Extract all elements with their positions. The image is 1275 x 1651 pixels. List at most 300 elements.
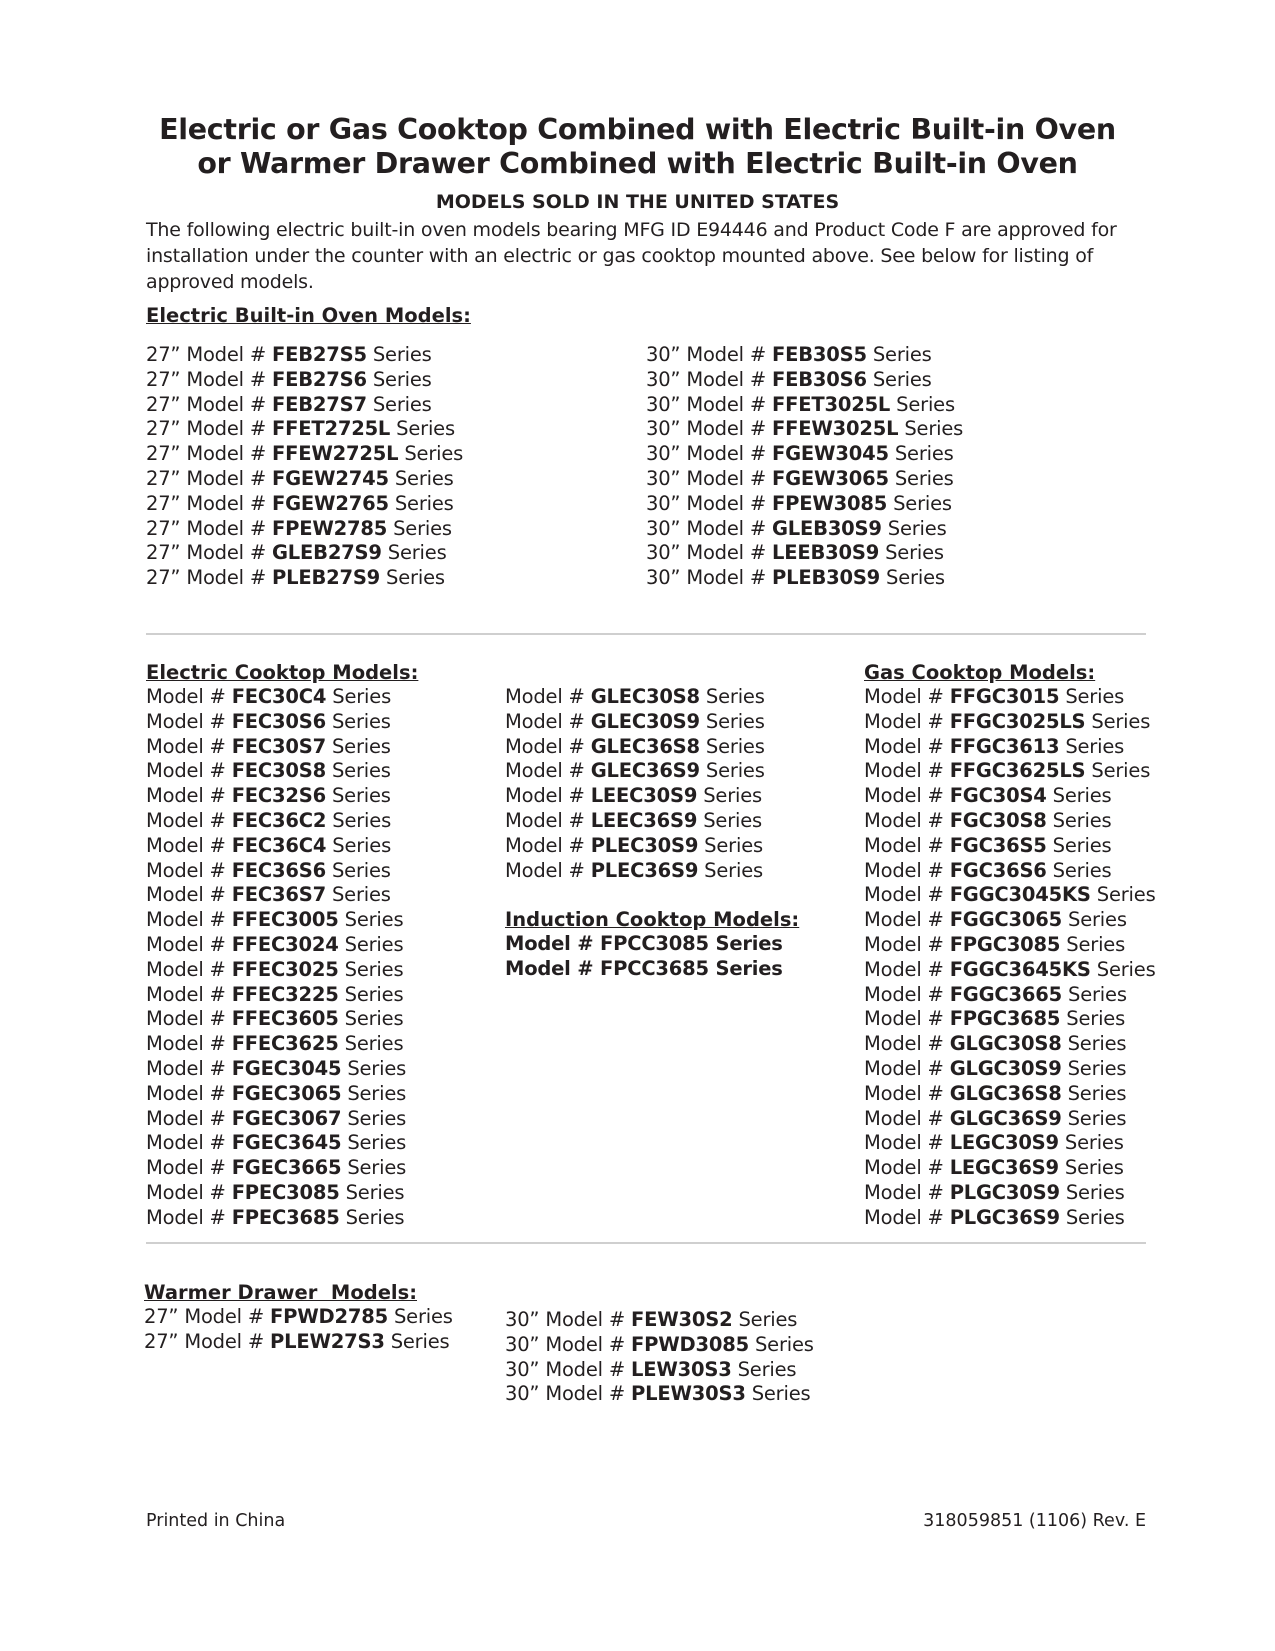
model-prefix: 30” Model # <box>646 392 772 416</box>
model-number: FFET2725L <box>272 417 391 441</box>
model-list-item <box>646 541 963 566</box>
model-suffix: Series <box>699 685 765 708</box>
model-number: LEEC36S9 <box>590 808 698 832</box>
model-list-item <box>864 784 1156 809</box>
model-list-item <box>146 1107 406 1132</box>
model-list-item <box>864 983 1156 1008</box>
model-list-item <box>146 735 406 760</box>
model-suffix: Series <box>1061 1056 1127 1080</box>
model-prefix: Model # <box>864 908 950 932</box>
model-prefix: 27” Model # <box>144 1329 270 1353</box>
model-list-item <box>146 517 463 542</box>
model-list-item <box>146 809 406 834</box>
model-suffix: Series <box>880 566 945 590</box>
model-number: FGGC3665 <box>949 982 1063 1006</box>
model-number: GLEB27S9 <box>272 541 382 565</box>
model-prefix: Model # <box>146 883 232 907</box>
model-suffix: Series <box>881 516 947 540</box>
model-list-item <box>144 1305 453 1330</box>
model-number: FFGC3613 <box>949 734 1060 758</box>
model-prefix: 30” Model # <box>646 541 772 565</box>
model-prefix: Model # <box>505 784 591 808</box>
model-list-item <box>864 834 1156 859</box>
model-number: FGGC3065 <box>949 908 1063 932</box>
model-list-item <box>864 1007 1156 1032</box>
model-number: PLEC30S9 <box>590 833 699 857</box>
model-prefix: Model # <box>505 734 591 758</box>
model-number: FPGC3685 <box>949 1007 1061 1031</box>
model-number: FPCC3085 Series <box>600 932 783 955</box>
model-number: FPEC3685 <box>231 1205 340 1229</box>
model-number: FFEW2725L <box>272 442 399 466</box>
model-prefix: Model # <box>864 883 950 907</box>
model-list-item <box>864 933 1156 958</box>
model-list-item <box>146 859 406 884</box>
model-prefix: Model # <box>864 1131 950 1155</box>
model-suffix: Series <box>341 1106 407 1130</box>
model-number: FFEC3625 <box>231 1032 339 1056</box>
model-number: PLEW27S3 <box>270 1329 385 1353</box>
model-suffix: Series <box>699 759 765 783</box>
model-number: FFEC3024 <box>231 932 339 956</box>
model-number: FPWD2785 <box>270 1305 388 1328</box>
model-suffix: Series <box>1085 709 1151 733</box>
model-prefix: 27” Model # <box>146 367 272 391</box>
model-suffix: Series <box>1062 908 1127 932</box>
model-prefix: Model # <box>505 956 600 980</box>
model-list-item <box>864 759 1156 784</box>
warmer-drawer-27-list <box>144 1305 453 1355</box>
model-number: FEC36S7 <box>231 883 326 907</box>
model-prefix: Model # <box>864 982 950 1006</box>
model-prefix: Model # <box>505 932 600 955</box>
model-prefix: Model # <box>864 1205 950 1229</box>
model-prefix: 30” Model # <box>646 417 772 441</box>
model-prefix: Model # <box>146 1205 232 1229</box>
model-list-item <box>146 541 463 566</box>
model-suffix: Series <box>387 516 452 540</box>
model-prefix: Model # <box>146 833 232 857</box>
model-prefix: Model # <box>146 759 232 783</box>
model-number: FFGC3625LS <box>949 759 1086 783</box>
model-suffix: Series <box>1059 685 1125 708</box>
model-suffix: Series <box>326 734 391 758</box>
model-prefix: Model # <box>146 784 232 808</box>
model-suffix: Series <box>731 1357 797 1381</box>
model-suffix: Series <box>326 858 391 882</box>
model-prefix: Model # <box>146 1131 232 1155</box>
model-suffix: Series <box>866 343 932 366</box>
model-prefix: 30” Model # <box>505 1308 631 1331</box>
model-prefix: Model # <box>864 709 950 733</box>
model-suffix: Series <box>341 1056 407 1080</box>
model-prefix: Model # <box>864 1032 950 1056</box>
model-suffix: Series <box>1046 858 1112 882</box>
model-suffix: Series <box>698 858 763 882</box>
model-number: FEC32S6 <box>231 784 326 808</box>
page-title-line-2: or Warmer Drawer Combined with Electric Built-in Oven <box>197 147 1078 180</box>
model-list-item <box>864 883 1156 908</box>
model-prefix: Model # <box>146 932 232 956</box>
model-prefix: Model # <box>864 957 950 981</box>
model-number: FFEW3025L <box>772 417 899 441</box>
page-subtitle: MODELS SOLD IN THE UNITED STATES <box>435 191 840 213</box>
model-number: GLGC30S9 <box>949 1056 1062 1080</box>
model-number: LEGC36S9 <box>949 1156 1059 1180</box>
model-number: FPEW2785 <box>272 516 388 540</box>
model-suffix: Series <box>1059 1205 1125 1229</box>
model-suffix: Series <box>398 442 464 466</box>
model-prefix: Model # <box>864 1081 950 1105</box>
model-prefix: 27” Model # <box>146 516 272 540</box>
model-suffix: Series <box>366 392 432 416</box>
model-number: FEW30S2 <box>631 1308 733 1331</box>
model-suffix: Series <box>341 1131 407 1155</box>
model-list-item <box>146 908 406 933</box>
model-number: FGEW2765 <box>272 491 389 515</box>
model-prefix: Model # <box>505 759 591 783</box>
model-suffix: Series <box>338 982 404 1006</box>
oven-models-27-list <box>146 343 463 591</box>
model-number: FPGC3085 <box>949 932 1061 956</box>
model-number: GLEC36S9 <box>590 759 700 783</box>
model-prefix: 27” Model # <box>146 343 272 366</box>
oven-models-30-list <box>646 343 963 591</box>
model-list-item <box>864 685 1156 710</box>
model-number: FPCC3685 Series <box>600 956 783 980</box>
model-list-item <box>146 1131 406 1156</box>
model-suffix: Series <box>1059 734 1125 758</box>
model-suffix: Series <box>326 808 392 832</box>
model-suffix: Series <box>1062 982 1127 1006</box>
model-prefix: 27” Model # <box>146 392 272 416</box>
model-suffix: Series <box>380 566 445 590</box>
model-suffix: Series <box>887 491 952 515</box>
model-list-item <box>505 859 765 884</box>
model-suffix: Series <box>1061 1032 1127 1056</box>
model-list-item <box>864 1181 1156 1206</box>
model-suffix: Series <box>888 442 954 466</box>
model-suffix: Series <box>366 367 432 391</box>
model-prefix: Model # <box>146 908 232 932</box>
model-suffix: Series <box>381 541 447 565</box>
electric-cooktop-list-1 <box>146 685 406 1231</box>
model-number: GLEC36S8 <box>590 734 700 758</box>
model-suffix: Series <box>338 957 404 981</box>
model-prefix: Model # <box>146 1056 232 1080</box>
model-suffix: Series <box>1085 759 1151 783</box>
model-number: FGEC3665 <box>231 1156 342 1180</box>
model-number: GLEB30S9 <box>772 516 882 540</box>
section-divider <box>146 633 1146 635</box>
model-prefix: Model # <box>146 1081 232 1105</box>
model-suffix: Series <box>326 709 391 733</box>
model-list-item <box>146 393 463 418</box>
warmer-drawer-heading: Warmer Drawer Models: <box>144 1281 418 1304</box>
model-suffix: Series <box>338 1007 404 1031</box>
model-suffix: Series <box>898 417 964 441</box>
model-prefix: Model # <box>505 685 591 708</box>
model-prefix: Model # <box>146 1007 232 1031</box>
model-number: FGGC3645KS <box>949 957 1091 981</box>
model-number: FEC36S6 <box>231 858 326 882</box>
model-number: FFEC3225 <box>231 982 339 1006</box>
model-suffix: Series <box>1046 833 1112 857</box>
model-suffix: Series <box>1060 932 1126 956</box>
model-suffix: Series <box>387 1305 453 1328</box>
model-list-item <box>864 1032 1156 1057</box>
model-number: FFGC3025LS <box>949 709 1086 733</box>
model-suffix: Series <box>697 808 762 832</box>
model-list-item <box>864 1082 1156 1107</box>
model-prefix: 30” Model # <box>505 1382 631 1406</box>
model-list-item <box>646 442 963 467</box>
model-list-item <box>146 467 463 492</box>
model-list-item <box>864 710 1156 735</box>
model-list-item <box>505 809 765 834</box>
gas-cooktop-heading: Gas Cooktop Models: <box>864 661 1096 684</box>
model-suffix: Series <box>888 466 954 490</box>
model-prefix: Model # <box>864 685 950 708</box>
model-list-item <box>646 566 963 591</box>
model-number: FEB30S5 <box>772 343 867 366</box>
model-number: PLGC30S9 <box>949 1180 1060 1204</box>
model-number: FEB30S6 <box>772 367 867 391</box>
model-suffix: Series <box>1046 784 1112 808</box>
model-prefix: 30” Model # <box>505 1332 631 1356</box>
intro-paragraph: The following electric built-in oven models bearing MFG ID E94446 and Product Code F are approved for installation under the counter with an electric or gas cooktop mounted above. See below for listing of approved models. <box>146 219 1117 293</box>
model-list-item <box>146 834 406 859</box>
model-number: PLEW30S3 <box>631 1382 746 1406</box>
model-prefix: 27” Model # <box>146 417 272 441</box>
model-number: LEGC30S9 <box>949 1131 1059 1155</box>
model-list-item <box>505 710 765 735</box>
model-suffix: Series <box>745 1382 811 1406</box>
model-prefix: 27” Model # <box>146 541 272 565</box>
model-suffix: Series <box>339 1180 405 1204</box>
model-number: FGEC3065 <box>231 1081 342 1105</box>
model-list-item <box>864 1057 1156 1082</box>
model-prefix: 27” Model # <box>144 1305 270 1328</box>
model-suffix: Series <box>890 392 955 416</box>
model-prefix: Model # <box>146 1106 232 1130</box>
model-list-item <box>146 685 406 710</box>
oven-section-heading: Electric Built-in Oven Models: <box>146 304 471 327</box>
model-suffix: Series <box>1058 1156 1124 1180</box>
model-prefix: Model # <box>146 982 232 1006</box>
model-suffix: Series <box>699 734 765 758</box>
model-prefix: Model # <box>146 1180 232 1204</box>
model-prefix: 30” Model # <box>646 367 772 391</box>
model-prefix: Model # <box>864 858 950 882</box>
model-prefix: 27” Model # <box>146 566 272 590</box>
model-suffix: Series <box>866 367 932 391</box>
model-number: LEEC30S9 <box>590 784 698 808</box>
model-suffix: Series <box>732 1308 798 1331</box>
model-list-item <box>146 1206 406 1231</box>
model-list-item <box>864 1156 1156 1181</box>
model-number: PLGC36S9 <box>949 1205 1060 1229</box>
model-prefix: Model # <box>864 833 950 857</box>
model-prefix: Model # <box>505 709 591 733</box>
model-prefix: Model # <box>864 1056 950 1080</box>
model-list-item <box>646 393 963 418</box>
model-list-item <box>146 958 406 983</box>
model-list-item <box>146 1082 406 1107</box>
model-list-item <box>505 784 765 809</box>
model-list-item <box>505 834 765 859</box>
model-list-item <box>505 759 765 784</box>
model-prefix: Model # <box>146 734 232 758</box>
model-suffix: Series <box>326 784 391 808</box>
model-number: PLEB30S9 <box>772 566 881 590</box>
model-prefix: Model # <box>146 858 232 882</box>
model-number: FFET3025L <box>772 392 891 416</box>
model-number: FPEC3085 <box>231 1180 340 1204</box>
model-prefix: 30” Model # <box>646 466 772 490</box>
model-prefix: 30” Model # <box>646 343 772 366</box>
model-number: FGC30S4 <box>949 784 1047 808</box>
model-prefix: Model # <box>505 833 591 857</box>
model-number: FPWD3085 <box>631 1332 749 1356</box>
model-number: FFGC3015 <box>949 685 1060 708</box>
model-number: LEW30S3 <box>631 1357 732 1381</box>
model-prefix: Model # <box>146 808 232 832</box>
model-suffix: Series <box>366 343 432 366</box>
model-number: FGEC3067 <box>231 1106 342 1130</box>
model-number: LEEB30S9 <box>772 541 880 565</box>
model-list-item <box>864 1206 1156 1231</box>
model-prefix: Model # <box>864 759 950 783</box>
model-list-item <box>646 517 963 542</box>
model-list-item <box>505 957 783 982</box>
model-number: GLGC36S9 <box>949 1106 1062 1130</box>
model-list-item <box>146 1032 406 1057</box>
model-list-item <box>146 983 406 1008</box>
model-suffix: Series <box>388 491 454 515</box>
model-number: FGC30S8 <box>949 808 1047 832</box>
section-divider <box>146 1242 1146 1244</box>
model-list-item <box>864 908 1156 933</box>
model-suffix: Series <box>341 1156 407 1180</box>
model-suffix: Series <box>698 833 763 857</box>
model-list-item <box>864 859 1156 884</box>
model-list-item <box>146 1057 406 1082</box>
model-list-item <box>505 685 765 710</box>
model-list-item <box>146 1007 406 1032</box>
model-prefix: 30” Model # <box>646 491 772 515</box>
model-list-item <box>146 759 406 784</box>
footer-printed-in: Printed in China <box>146 1511 286 1531</box>
model-suffix: Series <box>390 417 455 441</box>
model-number: GLEC30S9 <box>590 709 700 733</box>
model-prefix: Model # <box>505 858 591 882</box>
model-suffix: Series <box>384 1329 450 1353</box>
model-prefix: Model # <box>864 1156 950 1180</box>
model-list-item <box>505 1382 814 1407</box>
model-suffix: Series <box>341 1081 407 1105</box>
model-prefix: Model # <box>864 932 950 956</box>
model-suffix: Series <box>748 1332 814 1356</box>
model-prefix: Model # <box>864 1007 950 1031</box>
model-list-item <box>864 735 1156 760</box>
model-list-item <box>505 932 783 957</box>
model-suffix: Series <box>326 759 391 783</box>
model-number: FEC36C2 <box>231 808 327 832</box>
model-suffix: Series <box>1090 883 1156 907</box>
model-list-item <box>646 417 963 442</box>
electric-cooktop-heading: Electric Cooktop Models: <box>146 661 419 684</box>
model-prefix: 30” Model # <box>646 442 772 466</box>
model-prefix: Model # <box>864 734 950 758</box>
model-list-item <box>505 1333 814 1358</box>
model-list-item <box>146 343 463 368</box>
model-list-item <box>646 368 963 393</box>
model-suffix: Series <box>338 1032 404 1056</box>
model-number: PLEC36S9 <box>590 858 699 882</box>
model-suffix: Series <box>326 883 391 907</box>
model-prefix: Model # <box>146 685 232 708</box>
induction-cooktop-heading: Induction Cooktop Models: <box>505 908 800 931</box>
model-suffix: Series <box>1046 808 1112 832</box>
model-prefix: 27” Model # <box>146 466 272 490</box>
model-number: FGEW2745 <box>272 466 389 490</box>
model-list-item <box>146 566 463 591</box>
electric-cooktop-list-2 <box>505 685 765 883</box>
model-list-item <box>505 1358 814 1383</box>
model-suffix: Series <box>697 784 762 808</box>
model-list-item <box>505 1308 814 1333</box>
model-prefix: Model # <box>146 1156 232 1180</box>
model-list-item <box>144 1330 453 1355</box>
model-number: FFEC3005 <box>231 908 339 932</box>
model-list-item <box>146 1156 406 1181</box>
model-prefix: Model # <box>146 1032 232 1056</box>
model-list-item <box>146 417 463 442</box>
model-number: FEB27S5 <box>272 343 367 366</box>
model-number: GLGC30S8 <box>949 1032 1062 1056</box>
model-number: FPEW3085 <box>772 491 888 515</box>
model-number: FEC30S8 <box>231 759 326 783</box>
model-suffix: Series <box>1061 1081 1127 1105</box>
model-prefix: Model # <box>864 1180 950 1204</box>
model-number: FFEC3605 <box>231 1007 339 1031</box>
model-list-item <box>146 710 406 735</box>
model-list-item <box>646 467 963 492</box>
model-number: FEC30S6 <box>231 709 326 733</box>
model-number: FGGC3045KS <box>949 883 1091 907</box>
model-number: FEC30S7 <box>231 734 326 758</box>
model-list-item <box>146 883 406 908</box>
model-suffix: Series <box>326 833 392 857</box>
model-prefix: Model # <box>864 784 950 808</box>
model-list-item <box>146 933 406 958</box>
model-prefix: 27” Model # <box>146 491 272 515</box>
model-prefix: 30” Model # <box>505 1357 631 1381</box>
model-number: PLEB27S9 <box>272 566 381 590</box>
model-suffix: Series <box>1059 1180 1125 1204</box>
model-prefix: 27” Model # <box>146 442 272 466</box>
model-list-item <box>646 492 963 517</box>
model-number: GLEC30S8 <box>590 685 700 708</box>
model-suffix: Series <box>879 541 944 565</box>
model-number: FEB27S7 <box>272 392 367 416</box>
model-suffix: Series <box>1058 1131 1124 1155</box>
model-number: GLGC36S8 <box>949 1081 1062 1105</box>
model-number: FGC36S6 <box>949 858 1047 882</box>
model-list-item <box>864 1107 1156 1132</box>
model-list-item <box>146 492 463 517</box>
